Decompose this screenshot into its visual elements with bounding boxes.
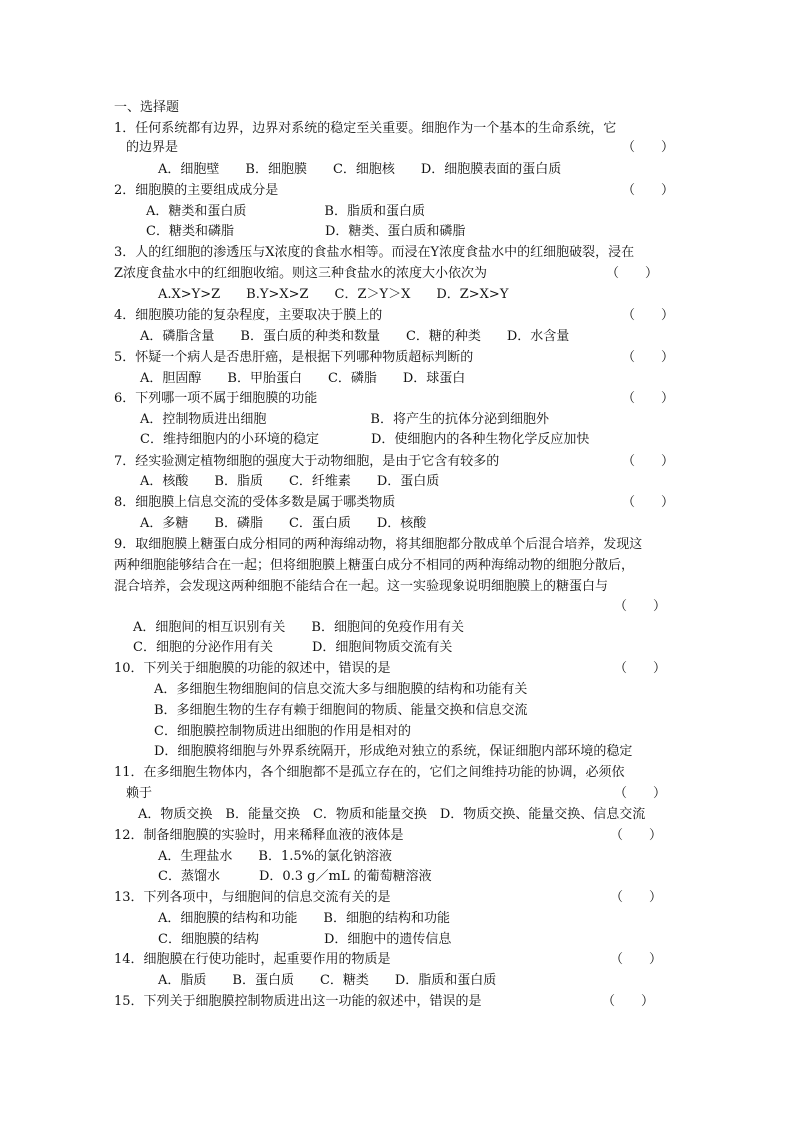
question-11-answer-blank: （ ） bbox=[614, 786, 667, 801]
question-9-stem-line-3: 混合培养，会发现这两种细胞不能结合在一起。这一实验现象说明细胞膜上的糖蛋白与 bbox=[114, 579, 609, 594]
question-10-option-d: D．细胞膜将细胞与外界系统隔开，形成绝对独立的系统，保证细胞内部环境的稳定 bbox=[154, 744, 633, 759]
question-3-answer-blank: （ ） bbox=[606, 266, 659, 281]
question-2-answer-blank: （ ） bbox=[622, 183, 675, 198]
question-12-options-line-1: A．生理盐水 B．1.5%的氯化钠溶液 bbox=[158, 849, 392, 864]
question-12-stem: 12．制备细胞膜的实验时，用来稀释血液的液体是 bbox=[114, 828, 404, 843]
question-14-answer-blank: （ ） bbox=[610, 952, 663, 967]
question-8-answer-blank: （ ） bbox=[622, 495, 675, 510]
question-13-answer-blank: （ ） bbox=[610, 890, 663, 905]
question-7-options: A．核酸 B．脂质 C．纤维素 D．蛋白质 bbox=[140, 474, 440, 489]
question-13-options-line-1: A．细胞膜的结构和功能 B．细胞的结构和功能 bbox=[158, 911, 450, 926]
question-6-answer-blank: （ ） bbox=[622, 391, 675, 406]
question-14-stem: 14．细胞膜在行使功能时，起重要作用的物质是 bbox=[114, 952, 391, 967]
question-10-answer-blank: （ ） bbox=[614, 661, 667, 676]
question-11-options: A．物质交换 B．能量交换 C．物质和能量交换 D．物质交换、能量交换、信息交流 bbox=[138, 807, 646, 822]
question-15-answer-blank: （ ） bbox=[602, 994, 655, 1009]
question-11-stem-line-2: 赖于 bbox=[126, 786, 153, 801]
question-4-stem: 4．细胞膜功能的复杂程度，主要取决于膜上的 bbox=[114, 308, 383, 323]
question-3-options: A.X>Y>Z B.Y>X>Z C．Z＞Y＞X D．Z>X>Y bbox=[158, 287, 509, 302]
question-3-stem-line-2: Z浓度食盐水中的红细胞收缩。则这三种食盐水的浓度大小依次为 bbox=[114, 266, 488, 281]
question-7-answer-blank: （ ） bbox=[622, 454, 675, 469]
question-8-options: A．多糖 B．磷脂 C．蛋白质 D．核酸 bbox=[140, 516, 427, 531]
question-10-option-a: A．多细胞生物细胞间的信息交流大多与细胞膜的结构和功能有关 bbox=[154, 682, 528, 697]
question-4-options: A．磷脂含量 B．蛋白质的种类和数量 C．糖的种类 D．水含量 bbox=[140, 329, 570, 344]
question-2-options-line-1: A．糖类和蛋白质 B．脂质和蛋白质 bbox=[146, 204, 425, 219]
question-10-stem: 10．下列关于细胞膜的功能的叙述中，错误的是 bbox=[114, 661, 391, 676]
question-9-answer-blank: （ ） bbox=[614, 599, 667, 614]
question-9-stem-line-1: 9．取细胞膜上糖蛋白成分相同的两种海绵动物，将其细胞都分散成单个后混合培养，发现这 bbox=[114, 537, 643, 552]
question-6-stem: 6．下列哪一项不属于细胞膜的功能 bbox=[114, 391, 318, 406]
question-11-stem-line-1: 11．在多细胞生物体内，各个细胞都不是孤立存在的，它们之间维持功能的协调，必须依 bbox=[114, 765, 625, 780]
question-12-options-line-2: C．蒸馏水 D．0.3 g／mL 的葡萄糖溶液 bbox=[158, 869, 432, 884]
question-9-stem-line-2: 两种细胞能够结合在一起；但将细胞膜上糖蛋白成分不相同的两种海绵动物的细胞分散后， bbox=[114, 558, 635, 573]
question-9-options-line-2: C．细胞的分泌作用有关 D．细胞间物质交流有关 bbox=[133, 640, 453, 655]
question-13-stem: 13．下列各项中，与细胞间的信息交流有关的是 bbox=[114, 890, 391, 905]
question-1-answer-blank: （ ） bbox=[622, 140, 675, 155]
question-13-options-line-2: C．细胞膜的结构 D．细胞中的遗传信息 bbox=[158, 932, 452, 947]
question-7-stem: 7．经实验测定植物细胞的强度大于动物细胞，是由于它含有较多的 bbox=[114, 454, 500, 469]
question-9-options-line-1: A．细胞间的相互识别有关 B．细胞间的免疫作用有关 bbox=[133, 620, 464, 635]
question-8-stem: 8．细胞膜上信息交流的受体多数是属于哪类物质 bbox=[114, 495, 396, 510]
question-6-options-line-2: C．维持细胞内的小环境的稳定 D．使细胞内的各种生物化学反应加快 bbox=[140, 432, 590, 447]
question-14-options: A．脂质 B．蛋白质 C．糖类 D．脂质和蛋白质 bbox=[158, 973, 497, 988]
question-5-answer-blank: （ ） bbox=[622, 350, 675, 365]
question-5-stem: 5．怀疑一个病人是否患肝癌，是根据下列哪种物质超标判断的 bbox=[114, 350, 474, 365]
question-10-option-c: C．细胞膜控制物质进出细胞的作用是相对的 bbox=[154, 724, 411, 739]
question-1-stem-line-1: 1．任何系统都有边界，边界对系统的稳定至关重要。细胞作为一个基本的生命系统，它 bbox=[114, 121, 617, 136]
section-title: 一、选择题 bbox=[114, 100, 180, 115]
question-10-option-b: B．多细胞生物的生存有赖于细胞间的物质、能量交换和信息交流 bbox=[154, 703, 528, 718]
question-6-options-line-1: A．控制物质进出细胞 B．将产生的抗体分泌到细胞外 bbox=[140, 412, 549, 427]
question-3-stem-line-1: 3．人的红细胞的渗透压与X浓度的食盐水相等。而浸在Y浓度食盐水中的红细胞破裂，浸在 bbox=[114, 245, 635, 260]
question-2-stem: 2．细胞膜的主要组成成分是 bbox=[114, 183, 279, 198]
question-1-options: A．细胞壁 B．细胞膜 C．细胞核 D．细胞膜表面的蛋白质 bbox=[158, 162, 562, 177]
question-1-stem-line-2: 的边界是 bbox=[126, 140, 179, 155]
question-4-answer-blank: （ ） bbox=[622, 308, 675, 323]
question-5-options: A．胆固醇 B．甲胎蛋白 C．磷脂 D．球蛋白 bbox=[140, 371, 466, 386]
question-12-answer-blank: （ ） bbox=[610, 828, 663, 843]
question-15-stem: 15．下列关于细胞膜控制物质进出这一功能的叙述中，错误的是 bbox=[114, 994, 482, 1009]
question-2-options-line-2: C．糖类和磷脂 D．糖类、蛋白质和磷脂 bbox=[146, 224, 466, 239]
